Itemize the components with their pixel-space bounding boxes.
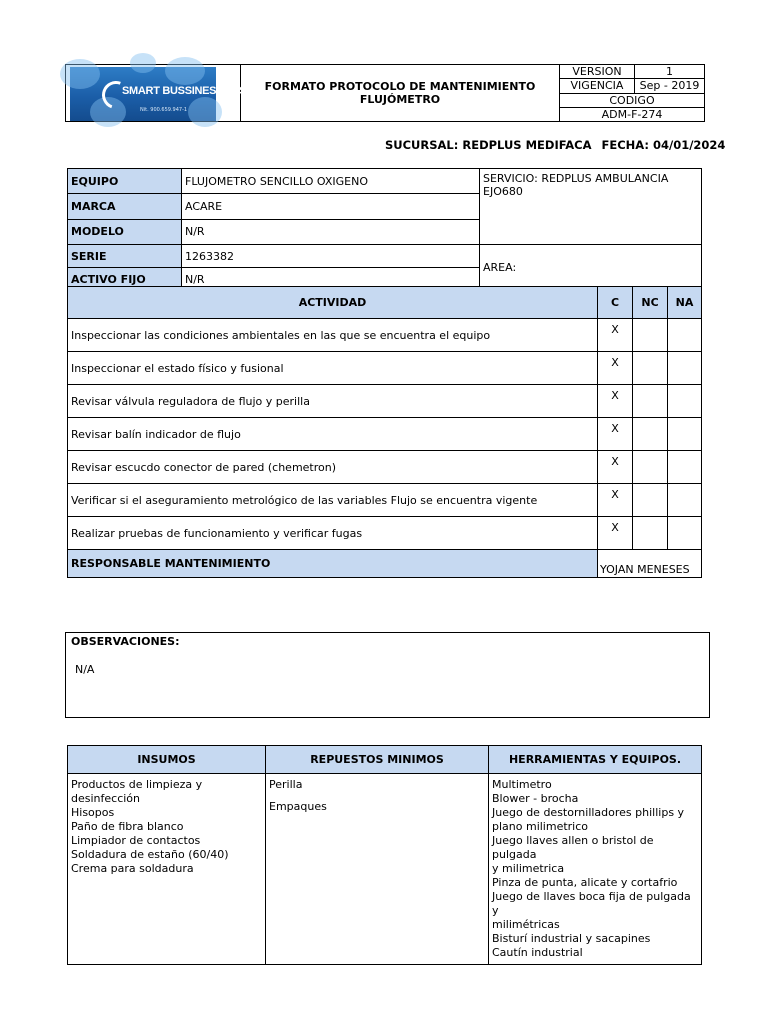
list-item: Juego de destornilladores phillips y <box>492 806 685 819</box>
list-item: Limpiador de contactos <box>71 834 201 847</box>
list-item: Hisopos <box>71 806 115 819</box>
activity-na <box>668 451 702 484</box>
activity-desc: Inspeccionar el estado físico y fusional <box>68 352 598 385</box>
responsable-row <box>68 550 702 578</box>
list-item: Juego de llaves boca fija de pulgada y <box>492 890 691 917</box>
list-item: Blower - brocha <box>492 792 579 805</box>
activity-desc: Inspeccionar las condiciones ambientales en las que se encuentra el equipo <box>68 319 598 352</box>
company-logo <box>70 67 249 121</box>
equipo-value: FLUJOMETRO SENCILLO OXIGENO <box>182 169 480 194</box>
list-item: Empaques <box>269 800 327 813</box>
activity-na <box>668 517 702 550</box>
activity-desc: Revisar balín indicador de flujo <box>68 418 598 451</box>
activo-fijo-value: N/R <box>182 268 480 291</box>
table-row <box>68 319 702 352</box>
insumos-list <box>68 774 266 965</box>
activity-nc <box>633 385 668 418</box>
table-row <box>68 352 702 385</box>
list-item: Perilla <box>269 778 303 791</box>
document-header <box>65 64 705 122</box>
logo-text: SMART BUSSINES S.A.S. <box>122 85 249 97</box>
title-line-2: FLUJÓMETRO <box>359 93 441 106</box>
codigo-label: CODIGO <box>560 93 705 107</box>
vigencia-value: Sep - 2019 <box>635 79 705 93</box>
list-item: Productos de limpieza y desinfección <box>71 778 203 805</box>
version-value: 1 <box>635 65 705 79</box>
activity-c: X <box>598 418 633 451</box>
vigencia-label: VIGENCIA <box>560 79 635 93</box>
activity-desc: Revisar válvula reguladora de flujo y perilla <box>68 385 598 418</box>
table-row <box>68 517 702 550</box>
activity-c: X <box>598 451 633 484</box>
marca-value: ACARE <box>182 194 480 219</box>
codigo-value: ADM-F-274 <box>560 107 705 121</box>
activity-nc <box>633 451 668 484</box>
activity-c: X <box>598 319 633 352</box>
activity-c: X <box>598 517 633 550</box>
table-row <box>68 418 702 451</box>
activity-nc <box>633 484 668 517</box>
activity-na <box>668 418 702 451</box>
repuestos-header: REPUESTOS MINIMOS <box>266 746 489 774</box>
list-item: milimétricas <box>492 918 560 931</box>
activity-c: X <box>598 484 633 517</box>
na-header: NA <box>668 287 702 319</box>
list-item: Juego llaves allen o bristol de pulgada <box>492 834 654 861</box>
activo-fijo-label: ACTIVO FIJO <box>68 268 182 291</box>
observaciones-value: N/A <box>75 663 95 676</box>
c-header: C <box>598 287 633 319</box>
servicio-field: SERVICIO: REDPLUS AMBULANCIA EJO680 <box>480 169 702 245</box>
activity-na <box>668 352 702 385</box>
observaciones-label: OBSERVACIONES: <box>71 635 180 648</box>
activity-na <box>668 319 702 352</box>
table-row <box>68 451 702 484</box>
version-label: VERSION <box>560 65 635 79</box>
equipo-label: EQUIPO <box>68 169 182 194</box>
responsable-label: RESPONSABLE MANTENIMIENTO <box>68 550 598 578</box>
activity-na <box>668 385 702 418</box>
list-item: Bisturí industrial y sacapines <box>492 932 651 945</box>
insumos-header: INSUMOS <box>68 746 266 774</box>
list-item: Cautín industrial <box>492 946 583 959</box>
fecha-text: FECHA: 04/01/2024 <box>601 138 726 152</box>
serie-value: 1263382 <box>182 245 480 268</box>
title-line-1: FORMATO PROTOCOLO DE MANTENIMIENTO <box>264 80 536 93</box>
activity-nc <box>633 418 668 451</box>
list-item: Crema para soldadura <box>71 862 194 875</box>
activity-c: X <box>598 385 633 418</box>
repuestos-list <box>266 774 489 965</box>
activity-na <box>668 484 702 517</box>
activity-desc: Realizar pruebas de funcionamiento y verificar fugas <box>68 517 598 550</box>
list-item: Multimetro <box>492 778 552 791</box>
responsable-value: YOJAN MENESES <box>598 550 702 578</box>
activities-table <box>67 286 702 578</box>
area-field: AREA: <box>480 245 702 291</box>
observaciones-box <box>65 632 710 718</box>
activity-nc <box>633 352 668 385</box>
nc-header: NC <box>633 287 668 319</box>
logo-cell <box>66 65 249 122</box>
activity-desc: Revisar escucdo conector de pared (chemetron) <box>68 451 598 484</box>
list-item: Soldadura de estaño (60/40) <box>71 848 229 861</box>
equipment-info-table <box>67 168 702 291</box>
serie-label: SERIE <box>68 245 182 268</box>
sucursal-text: SUCURSAL: REDPLUS MEDIFACA <box>385 138 592 152</box>
document-title <box>241 65 560 122</box>
list-item: Pinza de punta, alicate y cortafrio <box>492 876 678 889</box>
activity-nc <box>633 319 668 352</box>
sucursal-fecha-line <box>385 138 731 152</box>
actividad-header: ACTIVIDAD <box>68 287 598 319</box>
modelo-value: N/R <box>182 219 480 244</box>
activity-desc: Verificar si el aseguramiento metrológico de las variables Flujo se encuentra vigente <box>68 484 598 517</box>
modelo-label: MODELO <box>68 219 182 244</box>
list-item: Paño de fibra blanco <box>71 820 184 833</box>
supplies-table <box>67 745 702 965</box>
activity-c: X <box>598 352 633 385</box>
herramientas-list <box>489 774 702 965</box>
herramientas-header: HERRAMIENTAS Y EQUIPOS. <box>489 746 702 774</box>
table-row <box>68 484 702 517</box>
table-row <box>68 385 702 418</box>
marca-label: MARCA <box>68 194 182 219</box>
list-item: y milimetrica <box>492 862 565 875</box>
logo-subtext: Nit. 900.659.947-1 <box>140 107 188 113</box>
list-item: plano milimetrico <box>492 820 589 833</box>
activity-nc <box>633 517 668 550</box>
